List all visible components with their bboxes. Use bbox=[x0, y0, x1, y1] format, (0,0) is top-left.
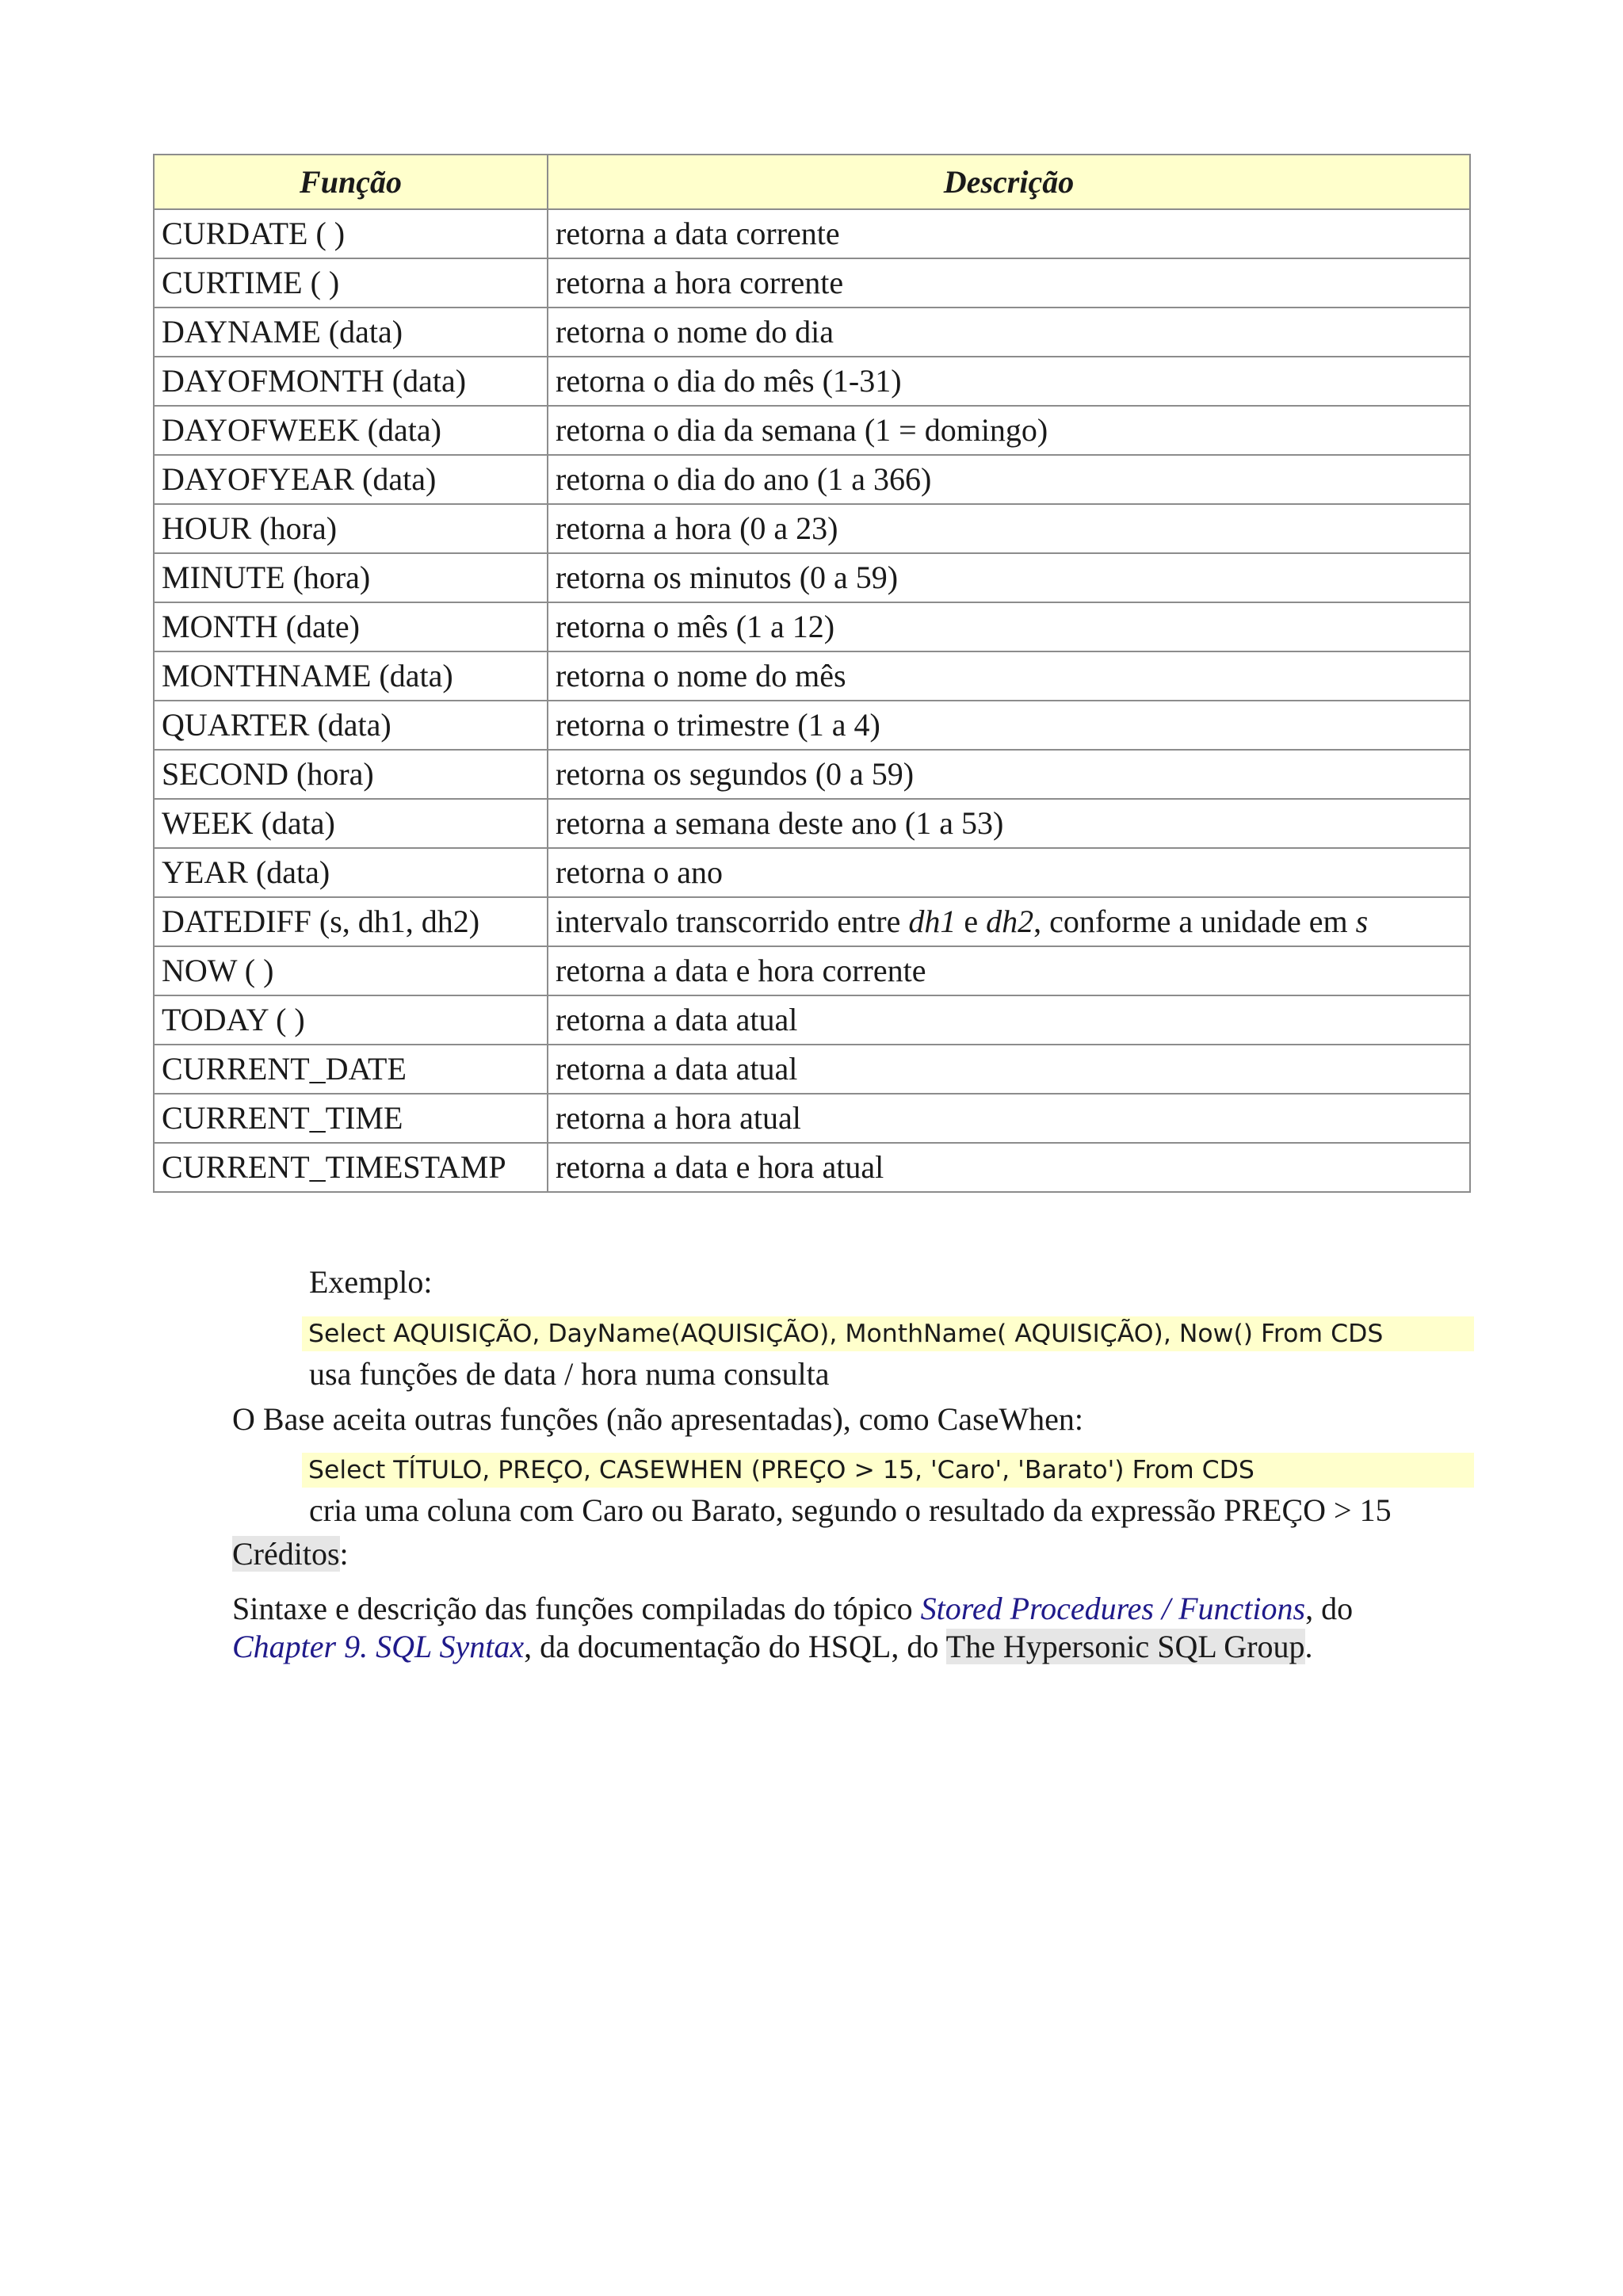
function-name-cell: CURRENT_TIME bbox=[154, 1094, 548, 1143]
table-row bbox=[154, 651, 1470, 701]
sql-syntax-link[interactable]: Chapter 9. SQL Syntax bbox=[232, 1629, 525, 1664]
function-description-cell: retorna a data e hora atual bbox=[548, 1143, 1470, 1192]
table-header-row bbox=[154, 155, 1470, 209]
function-name-cell: CURDATE ( ) bbox=[154, 209, 548, 258]
credits-line-2 bbox=[232, 1628, 1313, 1666]
table-row bbox=[154, 995, 1470, 1045]
table-row bbox=[154, 1094, 1470, 1143]
function-name-cell: CURRENT_DATE bbox=[154, 1045, 548, 1094]
functions-table bbox=[153, 154, 1471, 1193]
example-label: Exemplo: bbox=[309, 1264, 433, 1300]
function-name-cell: TODAY ( ) bbox=[154, 995, 548, 1045]
function-name-cell: CURTIME ( ) bbox=[154, 258, 548, 308]
function-description-cell: retorna a semana deste ano (1 a 53) bbox=[548, 799, 1470, 848]
function-description-cell: retorna o trimestre (1 a 4) bbox=[548, 701, 1470, 750]
function-name-cell: MONTHNAME (data) bbox=[154, 651, 548, 701]
table-row bbox=[154, 455, 1470, 504]
header-funcao: Função bbox=[154, 155, 548, 209]
description-text: intervalo transcorrido entre bbox=[556, 904, 909, 939]
function-description-cell: retorna o dia do mês (1-31) bbox=[548, 357, 1470, 406]
function-description-cell: retorna a data e hora corrente bbox=[548, 946, 1470, 995]
function-description-cell: retorna o nome do dia bbox=[548, 308, 1470, 357]
credits-heading-text: Créditos bbox=[232, 1536, 340, 1572]
description-param: dh2 bbox=[986, 904, 1034, 939]
function-description-cell: retorna a hora corrente bbox=[548, 258, 1470, 308]
table-row bbox=[154, 406, 1470, 455]
header-descricao: Descrição bbox=[548, 155, 1470, 209]
description-param: s bbox=[1355, 904, 1369, 939]
function-name-cell: DAYNAME (data) bbox=[154, 308, 548, 357]
other-functions-text: O Base aceita outras funções (não apresentadas), como CaseWhen: bbox=[232, 1401, 1084, 1437]
casewhen-code: Select TÍTULO, PREÇO, CASEWHEN (PREÇO > 15, 'Caro', 'Barato') From CDS bbox=[302, 1453, 1474, 1488]
table-row bbox=[154, 602, 1470, 651]
table-row bbox=[154, 553, 1470, 602]
table-row bbox=[154, 504, 1470, 553]
table-row bbox=[154, 946, 1470, 995]
credits-line2-end: . bbox=[1304, 1629, 1313, 1664]
function-name-cell: CURRENT_TIMESTAMP bbox=[154, 1143, 548, 1192]
hypersonic-group-name: The Hypersonic SQL Group bbox=[945, 1629, 1305, 1664]
example-note: usa funções de data / hora numa consulta bbox=[309, 1356, 830, 1392]
table-body bbox=[154, 209, 1470, 1192]
description-text: , conforme a unidade em bbox=[1033, 904, 1356, 939]
example-code: Select AQUISIÇÃO, DayName(AQUISIÇÃO), MonthName( AQUISIÇÃO), Now() From CDS bbox=[302, 1316, 1474, 1351]
function-description-cell bbox=[548, 897, 1470, 946]
table-row bbox=[154, 308, 1470, 357]
description-text: e bbox=[956, 904, 987, 939]
table-row bbox=[154, 848, 1470, 897]
stored-procedures-link[interactable]: Stored Procedures / Functions bbox=[920, 1591, 1306, 1626]
function-description-cell: retorna o dia do ano (1 a 366) bbox=[548, 455, 1470, 504]
function-description-cell: retorna a hora (0 a 23) bbox=[548, 504, 1470, 553]
table-row bbox=[154, 701, 1470, 750]
table-row bbox=[154, 1143, 1470, 1192]
credits-heading-colon: : bbox=[339, 1536, 349, 1572]
function-description-cell: retorna o ano bbox=[548, 848, 1470, 897]
function-name-cell: HOUR (hora) bbox=[154, 504, 548, 553]
table-row bbox=[154, 799, 1470, 848]
function-description-cell: retorna o nome do mês bbox=[548, 651, 1470, 701]
function-name-cell: WEEK (data) bbox=[154, 799, 548, 848]
function-description-cell: retorna a hora atual bbox=[548, 1094, 1470, 1143]
function-name-cell: DATEDIFF (s, dh1, dh2) bbox=[154, 897, 548, 946]
table-row bbox=[154, 750, 1470, 799]
credits-line1-prefix: Sintaxe e descrição das funções compiladas do tópico bbox=[232, 1591, 921, 1626]
function-name-cell: SECOND (hora) bbox=[154, 750, 548, 799]
function-name-cell: MINUTE (hora) bbox=[154, 553, 548, 602]
function-description-cell: retorna os segundos (0 a 59) bbox=[548, 750, 1470, 799]
function-name-cell: YEAR (data) bbox=[154, 848, 548, 897]
function-name-cell: DAYOFWEEK (data) bbox=[154, 406, 548, 455]
table-row bbox=[154, 1045, 1470, 1094]
function-name-cell: MONTH (date) bbox=[154, 602, 548, 651]
function-name-cell: DAYOFMONTH (data) bbox=[154, 357, 548, 406]
function-description-cell: retorna a data corrente bbox=[548, 209, 1470, 258]
table-row bbox=[154, 357, 1470, 406]
function-description-cell: retorna o mês (1 a 12) bbox=[548, 602, 1470, 651]
table-row bbox=[154, 258, 1470, 308]
function-name-cell: DAYOFYEAR (data) bbox=[154, 455, 548, 504]
table-row bbox=[154, 209, 1470, 258]
description-param: dh1 bbox=[908, 904, 957, 939]
credits-heading bbox=[232, 1535, 349, 1573]
function-description-cell: retorna a data atual bbox=[548, 1045, 1470, 1094]
function-name-cell: NOW ( ) bbox=[154, 946, 548, 995]
credits-line1-suffix: , do bbox=[1305, 1591, 1354, 1626]
function-description-cell: retorna os minutos (0 a 59) bbox=[548, 553, 1470, 602]
casewhen-note: cria uma coluna com Caro ou Barato, segundo o resultado da expressão PREÇO > 15 bbox=[309, 1492, 1392, 1528]
table-row bbox=[154, 897, 1470, 946]
function-name-cell: QUARTER (data) bbox=[154, 701, 548, 750]
credits-line-1 bbox=[232, 1590, 1353, 1628]
function-description-cell: retorna a data atual bbox=[548, 995, 1470, 1045]
function-description-cell: retorna o dia da semana (1 = domingo) bbox=[548, 406, 1470, 455]
credits-line2-middle: , da documentação do HSQL, do bbox=[524, 1629, 946, 1664]
